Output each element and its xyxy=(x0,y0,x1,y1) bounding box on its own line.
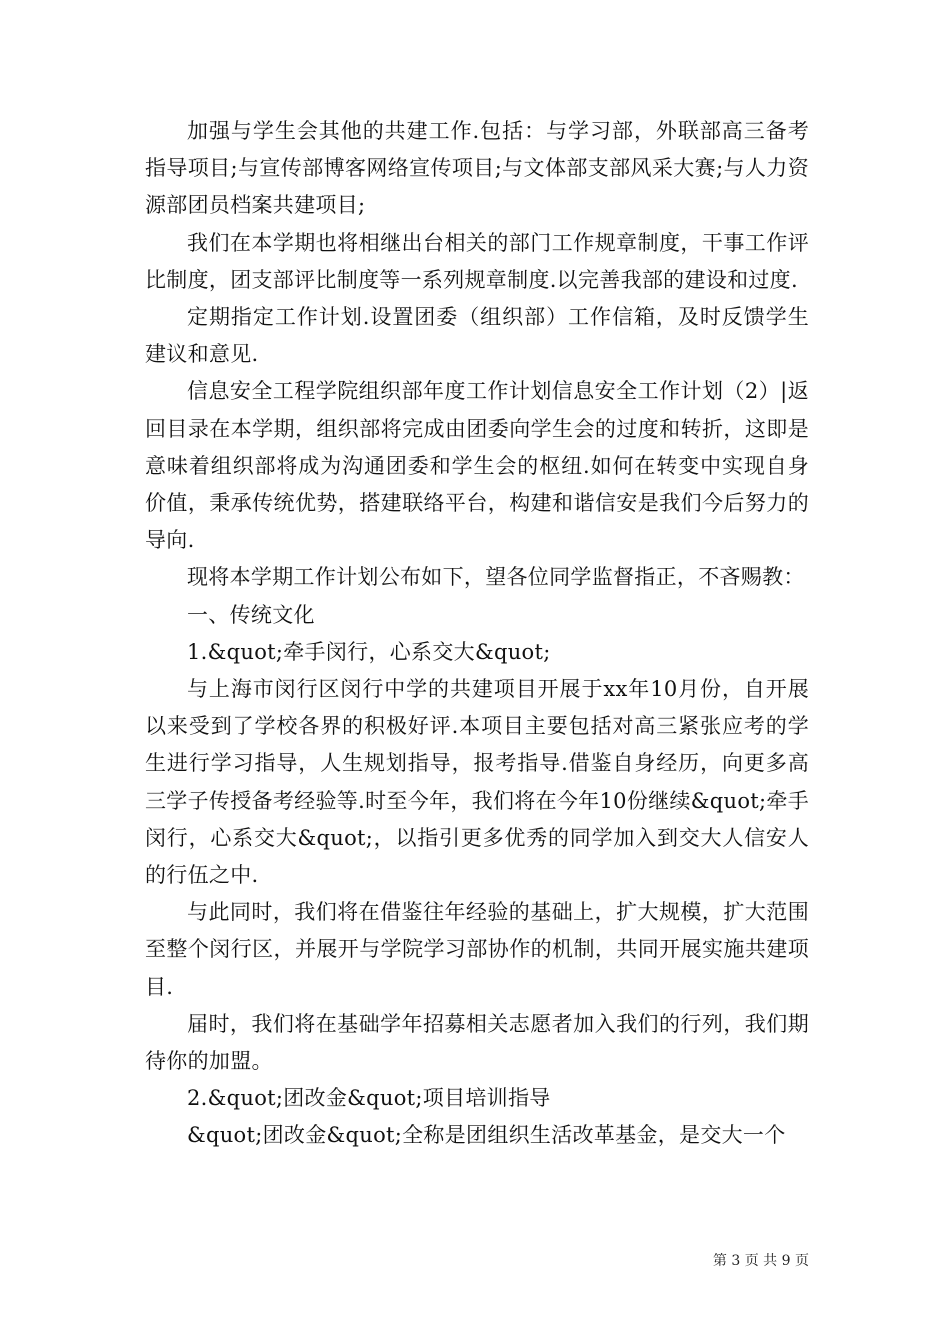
subsection-heading: 2.&quot;团改金&quot;项目培训指导 xyxy=(187,1086,551,1111)
paragraph: 与此同时，我们将在借鉴往年经验的基础上，扩大规模，扩大范围至整个闵行区，并展开与学院学习部协作的机制，共同开展实施共建项目. xyxy=(145,900,809,999)
subsection-heading: 1.&quot;牵手闵行，心系交大&quot; xyxy=(187,639,551,664)
paragraph: &quot;团改金&quot;全称是团组织生活改革基金，是交大一个 xyxy=(187,1123,786,1148)
paragraph: 现将本学期工作计划公布如下，望各位同学监督指正，不吝赐教： xyxy=(187,565,805,590)
paragraph: 我们在本学期也将相继出台相关的部门工作规章制度，干事工作评比制度，团支部评比制度等一系列规章制度.以完善我部的建设和过度. xyxy=(145,230,809,292)
section-heading: 一、传统文化 xyxy=(187,602,315,627)
paragraph: 信息安全工程学院组织部年度工作计划信息安全工作计划（2）|返回目录在本学期，组织部将完成由团委向学生会的过度和转折，这即是意味着组织部将成为沟通团委和学生会的枢纽.如何在转变中实现自身价值，秉承传统优势，搭建联络平台，构建和谐信安是我们今后努力的导向. xyxy=(145,379,809,553)
paragraph: 与上海市闵行区闵行中学的共建项目开展于xx年10月份，自开展以来受到了学校各界的积极好评.本项目主要包括对高三紧张应考的学生进行学习指导，人生规划指导，报考指导.借鉴自身经历，向更多高三学子传授备考经验等.时至今年，我们将在今年10份继续&quot;牵手闵行，心系交大&quot;，以指引更多优秀的同学加入到交大人信安人的行伍之中. xyxy=(145,677,809,888)
page-number: 第 3 页 共 9 页 xyxy=(712,1253,809,1269)
paragraph: 定期指定工作计划.设置团委（组织部）工作信箱，及时反馈学生建议和意见. xyxy=(145,305,809,367)
paragraph: 加强与学生会其他的共建工作.包括：与学习部，外联部高三备考指导项目;与宣传部博客网络宣传项目;与文体部支部风采大赛;与人力资源部团员档案共建项目; xyxy=(145,119,809,218)
document-body xyxy=(145,113,809,1155)
paragraph: 届时，我们将在基础学年招募相关志愿者加入我们的行列，我们期待你的加盟。 xyxy=(145,1011,809,1074)
